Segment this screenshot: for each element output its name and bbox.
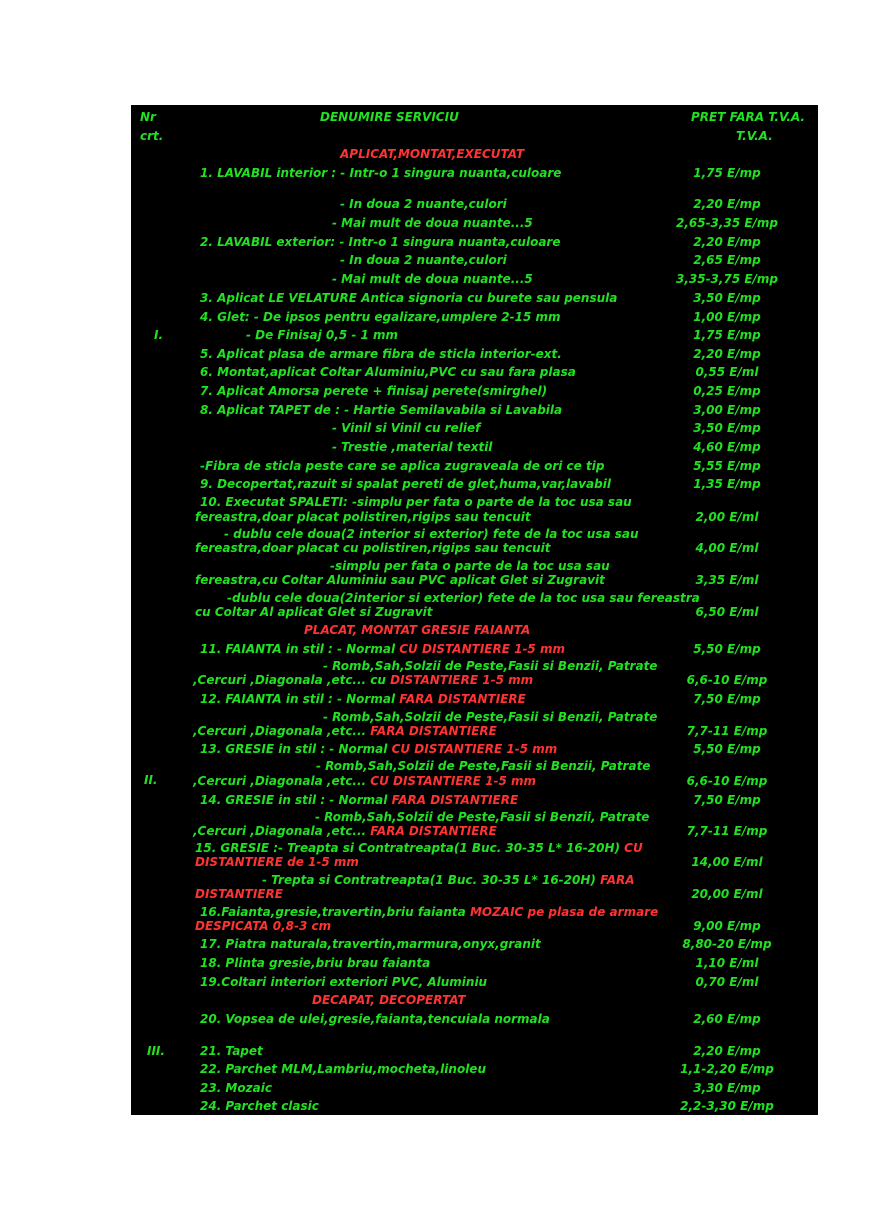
row-price: 0,55 E/ml	[695, 365, 759, 379]
row-price: 3,35 E/ml	[695, 573, 759, 587]
row-label: -simplu per fata o parte de la toc usa sau	[330, 559, 610, 573]
row-price: 3,35-3,75 E/mp	[675, 272, 779, 286]
row-label: - Mai mult de doua nuante...5	[332, 216, 533, 230]
row-label: 20. Vopsea de ulei,gresie,faianta,tencuiala normala	[200, 1012, 550, 1026]
row-label-text: 12. FAIANTA in stil : - Normal	[200, 692, 400, 706]
row-price: 20,00 E/ml	[691, 887, 763, 901]
row-label	[193, 724, 497, 739]
row-label: 22. Parchet MLM,Lambriu,mocheta,linoleu	[200, 1062, 486, 1076]
row-price: 2,20 E/mp	[693, 347, 761, 361]
row-label: 2. LAVABIL exterior: - Intr-o 1 singura nuanta,culoare	[200, 235, 561, 249]
row-label: fereastra,doar placat polistiren,rigips sau tencuit	[195, 510, 531, 524]
row-price: 1,10 E/ml	[695, 956, 759, 970]
row-label-text: ,Cercuri ,Diagonala ,etc...	[193, 774, 371, 788]
row-label: - In doua 2 nuante,culori	[340, 253, 507, 267]
row-price: 2,60 E/mp	[693, 1012, 761, 1026]
row-price: 0,70 E/ml	[695, 975, 759, 989]
row-label-text: - Trepta si Contratreapta(1 Buc. 30-35 L* 16-20H)	[262, 873, 601, 887]
row-label: -Fibra de sticla peste care se aplica zugraveala de ori ce tip	[200, 459, 605, 473]
row-price: 2,20 E/mp	[693, 235, 761, 249]
row-price: 1,00 E/mp	[693, 310, 761, 324]
row-price: 0,25 E/mp	[693, 384, 761, 398]
row-label: fereastra,doar placat cu polistiren,rigips sau tencuit	[195, 541, 551, 555]
row-label: 1. LAVABIL interior : - Intr-o 1 singura nuanta,culoare	[200, 166, 562, 180]
row-label-highlight: FARA DISTANTIERE	[370, 824, 497, 838]
row-price: 5,55 E/mp	[693, 459, 761, 473]
section-number-1: I.	[154, 328, 164, 342]
row-price: 2,00 E/ml	[695, 510, 759, 524]
header-crt: crt.	[140, 129, 164, 143]
row-label: DISTANTIERE de 1-5 mm	[195, 855, 359, 869]
row-price: 5,50 E/mp	[693, 642, 761, 656]
row-price: 3,50 E/mp	[693, 421, 761, 435]
row-label: - Romb,Sah,Solzii de Peste,Fasii si Benzii, Patrate	[323, 659, 658, 673]
row-label-text: ,Cercuri ,Diagonala ,etc...	[193, 824, 371, 838]
row-label-highlight: DISTANTIERE 1-5 mm	[390, 673, 534, 687]
row-price: 7,50 E/mp	[693, 692, 761, 706]
header-service: DENUMIRE SERVICIU	[320, 110, 459, 124]
row-label: 5. Aplicat plasa de armare fibra de sticla interior-ext.	[200, 347, 562, 361]
row-price: 6,6-10 E/mp	[686, 673, 768, 687]
row-label	[195, 841, 643, 856]
row-label: DESPICATA 0,8-3 cm	[195, 919, 332, 933]
row-label-text: 13. GRESIE in stil : - Normal	[200, 742, 392, 756]
row-price: 8,80-20 E/mp	[682, 937, 772, 951]
row-label: - Romb,Sah,Solzii de Peste,Fasii si Benzii, Patrate	[323, 710, 658, 724]
row-label	[200, 692, 526, 707]
row-price: 14,00 E/ml	[691, 855, 763, 869]
row-label: 17. Piatra naturala,travertin,marmura,onyx,granit	[200, 937, 541, 951]
row-label: 18. Plinta gresie,briu brau faianta	[200, 956, 431, 970]
row-label-highlight: FARA DISTANTIERE	[399, 692, 526, 706]
row-label-text: 14. GRESIE in stil : - Normal	[200, 793, 392, 807]
row-label-highlight: MOZAIC pe plasa de armare	[469, 905, 659, 919]
row-price: 6,6-10 E/mp	[686, 774, 768, 788]
row-price: 2,65 E/mp	[693, 253, 761, 267]
row-price: 3,30 E/mp	[693, 1081, 761, 1095]
row-price: 1,1-2,20 E/mp	[680, 1062, 774, 1076]
row-label: - In doua 2 nuante,culori	[340, 197, 507, 211]
row-label: 7. Aplicat Amorsa perete + finisaj perete(smirghel)	[200, 384, 548, 398]
row-label: 4. Glet: - De ipsos pentru egalizare,umplere 2-15 mm	[200, 310, 561, 324]
row-label-highlight: FARA	[600, 873, 635, 887]
row-label: - Romb,Sah,Solzii de Peste,Fasii si Benzii, Patrate	[315, 810, 650, 824]
row-label: - Romb,Sah,Solzii de Peste,Fasii si Benzii, Patrate	[316, 759, 651, 773]
row-label: 8. Aplicat TAPET de : - Hartie Semilavabila si Lavabila	[200, 403, 563, 417]
row-price: 4,00 E/ml	[695, 541, 759, 555]
row-price: 7,7-11 E/mp	[686, 724, 768, 738]
section-title-2: PLACAT, MONTAT GRESIE FAIANTA	[304, 623, 531, 637]
row-price: 1,35 E/mp	[693, 477, 761, 491]
row-label	[200, 905, 658, 920]
row-label-text: 16.Faianta,gresie,travertin,briu faianta	[200, 905, 470, 919]
row-label: -dublu cele doua(2interior si exterior) fete de la toc usa sau fereastra	[227, 591, 700, 605]
row-price: 2,2-3,30 E/mp	[680, 1099, 774, 1113]
header-nr: Nr	[140, 110, 156, 124]
row-label	[200, 793, 518, 808]
row-label: - dublu cele doua(2 interior si exterior) fete de la toc usa sau	[224, 527, 639, 541]
row-label-highlight: CU DISTANTIERE 1-5 mm	[370, 774, 536, 788]
row-price: 6,50 E/ml	[695, 605, 759, 619]
row-price: 4,60 E/mp	[693, 440, 761, 454]
header-price-tva: T.V.A.	[736, 129, 773, 143]
row-label: 3. Aplicat LE VELATURE Antica signoria cu burete sau pensula	[200, 291, 618, 305]
row-label-highlight: CU	[624, 841, 643, 855]
row-price: 3,00 E/mp	[693, 403, 761, 417]
row-label: - Trestie ,material textil	[332, 440, 493, 454]
row-label: 19.Coltari interiori exteriori PVC, Aluminiu	[200, 975, 488, 989]
row-label	[200, 742, 557, 757]
price-list-sheet	[131, 105, 818, 1115]
row-label: 21. Tapet	[200, 1044, 263, 1058]
row-label	[193, 673, 533, 688]
row-label	[193, 774, 536, 789]
row-label-highlight: FARA DISTANTIERE	[370, 724, 497, 738]
row-label: fereastra,cu Coltar Aluminiu sau PVC aplicat Glet si Zugravit	[195, 573, 605, 587]
row-price: 1,75 E/mp	[693, 166, 761, 180]
section-title-3: DECAPAT, DECOPERTAT	[312, 993, 466, 1007]
section-title-1: APLICAT,MONTAT,EXECUTAT	[340, 147, 525, 161]
row-label: cu Coltar Al aplicat Glet si Zugravit	[195, 605, 433, 619]
row-label-text: 15. GRESIE :- Treapta si Contratreapta(1 Buc. 30-35 L* 16-20H)	[195, 841, 625, 855]
row-price: 3,50 E/mp	[693, 291, 761, 305]
row-price: 7,7-11 E/mp	[686, 824, 768, 838]
row-price: 2,20 E/mp	[693, 1044, 761, 1058]
row-price: 2,20 E/mp	[693, 197, 761, 211]
row-label	[200, 642, 565, 657]
row-label: DISTANTIERE	[195, 887, 283, 901]
row-label: 9. Decopertat,razuit si spalat pereti de glet,huma,var,lavabil	[200, 477, 611, 491]
row-label: 6. Montat,aplicat Coltar Aluminiu,PVC cu sau fara plasa	[200, 365, 576, 379]
row-label: - De Finisaj 0,5 - 1 mm	[246, 328, 399, 342]
row-label: 24. Parchet clasic	[200, 1099, 319, 1113]
section-number-2: II.	[144, 773, 158, 787]
row-price: 5,50 E/mp	[693, 742, 761, 756]
row-label: 23. Mozaic	[200, 1081, 272, 1095]
row-price: 9,00 E/mp	[693, 919, 761, 933]
header-price: PRET FARA T.V.A.	[691, 110, 805, 124]
row-label-text: ,Cercuri ,Diagonala ,etc... cu	[193, 673, 391, 687]
row-label-text: ,Cercuri ,Diagonala ,etc...	[193, 724, 371, 738]
row-label-highlight: CU DISTANTIERE 1-5 mm	[391, 742, 558, 756]
section-number-3: III.	[147, 1044, 165, 1058]
row-label: 10. Executat SPALETI: -simplu per fata o parte de la toc usa sau	[200, 495, 632, 509]
row-label	[193, 824, 497, 839]
row-label	[262, 873, 635, 888]
row-price: 1,75 E/mp	[693, 328, 761, 342]
row-label-highlight: FARA DISTANTIERE	[391, 793, 519, 807]
row-label: - Vinil si Vinil cu relief	[332, 421, 481, 435]
row-price: 7,50 E/mp	[693, 793, 761, 807]
row-label-text: 11. FAIANTA in stil : - Normal	[200, 642, 400, 656]
row-label: - Mai mult de doua nuante...5	[332, 272, 533, 286]
row-price: 2,65-3,35 E/mp	[675, 216, 779, 230]
row-label-highlight: CU DISTANTIERE 1-5 mm	[399, 642, 565, 656]
